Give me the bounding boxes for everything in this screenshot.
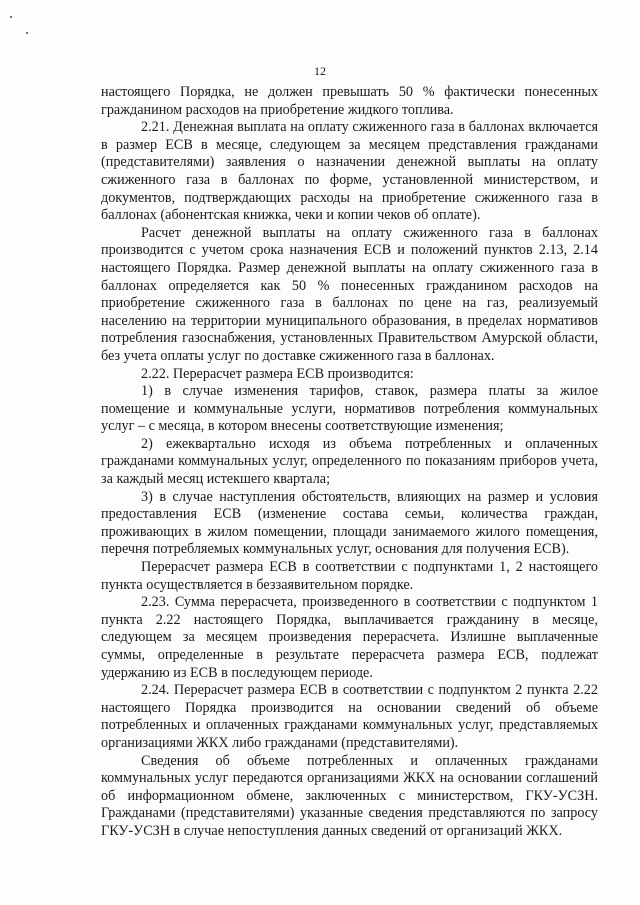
scan-speck bbox=[10, 16, 12, 18]
paragraph: Расчет денежной выплаты на оплату сжиженного газа в баллонах производится с учетом срока назначения ЕСВ и положений пунктов 2.13, 2.14 настоящего Порядка. Размер денежной выплаты на оплату сжиженного газа в баллонах определяется как 50 % понесенных гражданином расходов на приобретение сжиженного газа в баллонах по цене на газ, реализуемый населению на территории муниципального образования, в пределах нормативов потребления газоснабжения, установленных Правительством Амурской области, без учета оплаты услуг по доставке сжиженного газа в баллонах. bbox=[101, 224, 598, 364]
paragraph: 3) в случае наступления обстоятельств, влияющих на размер и условия предоставления ЕСВ (изменение состава семьи, количества граждан, проживающих в жилом помещении, площади занимаемого жилого помещения, перечня потребляемых коммунальных услуг, основания для получения ЕСВ). bbox=[101, 488, 598, 558]
paragraph: Перерасчет размера ЕСВ в соответствии с подпунктами 1, 2 настоящего пункта осуществляется в беззаявительном порядке. bbox=[101, 559, 598, 593]
paragraph: Сведения об объеме потребленных и оплаченных гражданами коммунальных услуг передаются организациями ЖКХ на основании соглашений об информационном обмене, заключенных с министерством, ГКУ-УСЗН. Гражданами (представителями) указанные сведения представляются по запросу ГКУ-УСЗН в случае непоступления данных сведений от организаций ЖКХ. bbox=[101, 752, 598, 839]
scan-speck bbox=[26, 32, 28, 34]
paragraph: 2.24. Перерасчет размера ЕСВ в соответствии с подпунктом 2 пункта 2.22 настоящего Порядка производится на основании сведений об объеме потребленных и оплаченных гражданами коммунальных услуг, представляемых организациями ЖКХ либо гражданами (представителями). bbox=[101, 682, 598, 751]
page-number: 12 bbox=[314, 64, 326, 78]
paragraph: настоящего Порядка, не должен превышать 50 % фактически понесенных гражданином расходов на приобретение жидкого топлива. bbox=[101, 84, 598, 118]
document-body bbox=[101, 84, 598, 841]
paragraph: 2.22. Перерасчет размера ЕСВ производится: bbox=[141, 365, 414, 382]
paragraph: 2.23. Сумма перерасчета, произведенного в соответствии с подпунктом 1 пункта 2.22 настоящего Порядка, выплачивается гражданину в месяце, следующем за месяцем произведения перерасчета. Излишне выплаченные суммы, определенные в результате перерасчета размера ЕСВ, подлежат удержанию из ЕСВ в последующем периоде. bbox=[101, 594, 598, 681]
paragraph: 2) ежеквартально исходя из объема потребленных и оплаченных гражданами коммунальных услуг, определенного по показаниям приборов учета, за каждый месяц истекшего квартала; bbox=[101, 435, 598, 488]
paragraph: 2.21. Денежная выплата на оплату сжиженного газа в баллонах включается в размер ЕСВ в месяце, следующем за месяцем представления гражданами (представителями) заявления о назначении денежной выплаты на оплату сжиженного газа в баллонах по форме, установленной министерством, и документов, подтверждающих расходы на приобретение сжиженного газа в баллонах (абонентская книжка, чеки и копии чеков об оплате). bbox=[101, 119, 598, 224]
paragraph: 1) в случае изменения тарифов, ставок, размера платы за жилое помещение и коммунальные услуги, нормативов потребления коммунальных услуг – с месяца, в котором внесены соответствующие изменения; bbox=[101, 383, 598, 435]
